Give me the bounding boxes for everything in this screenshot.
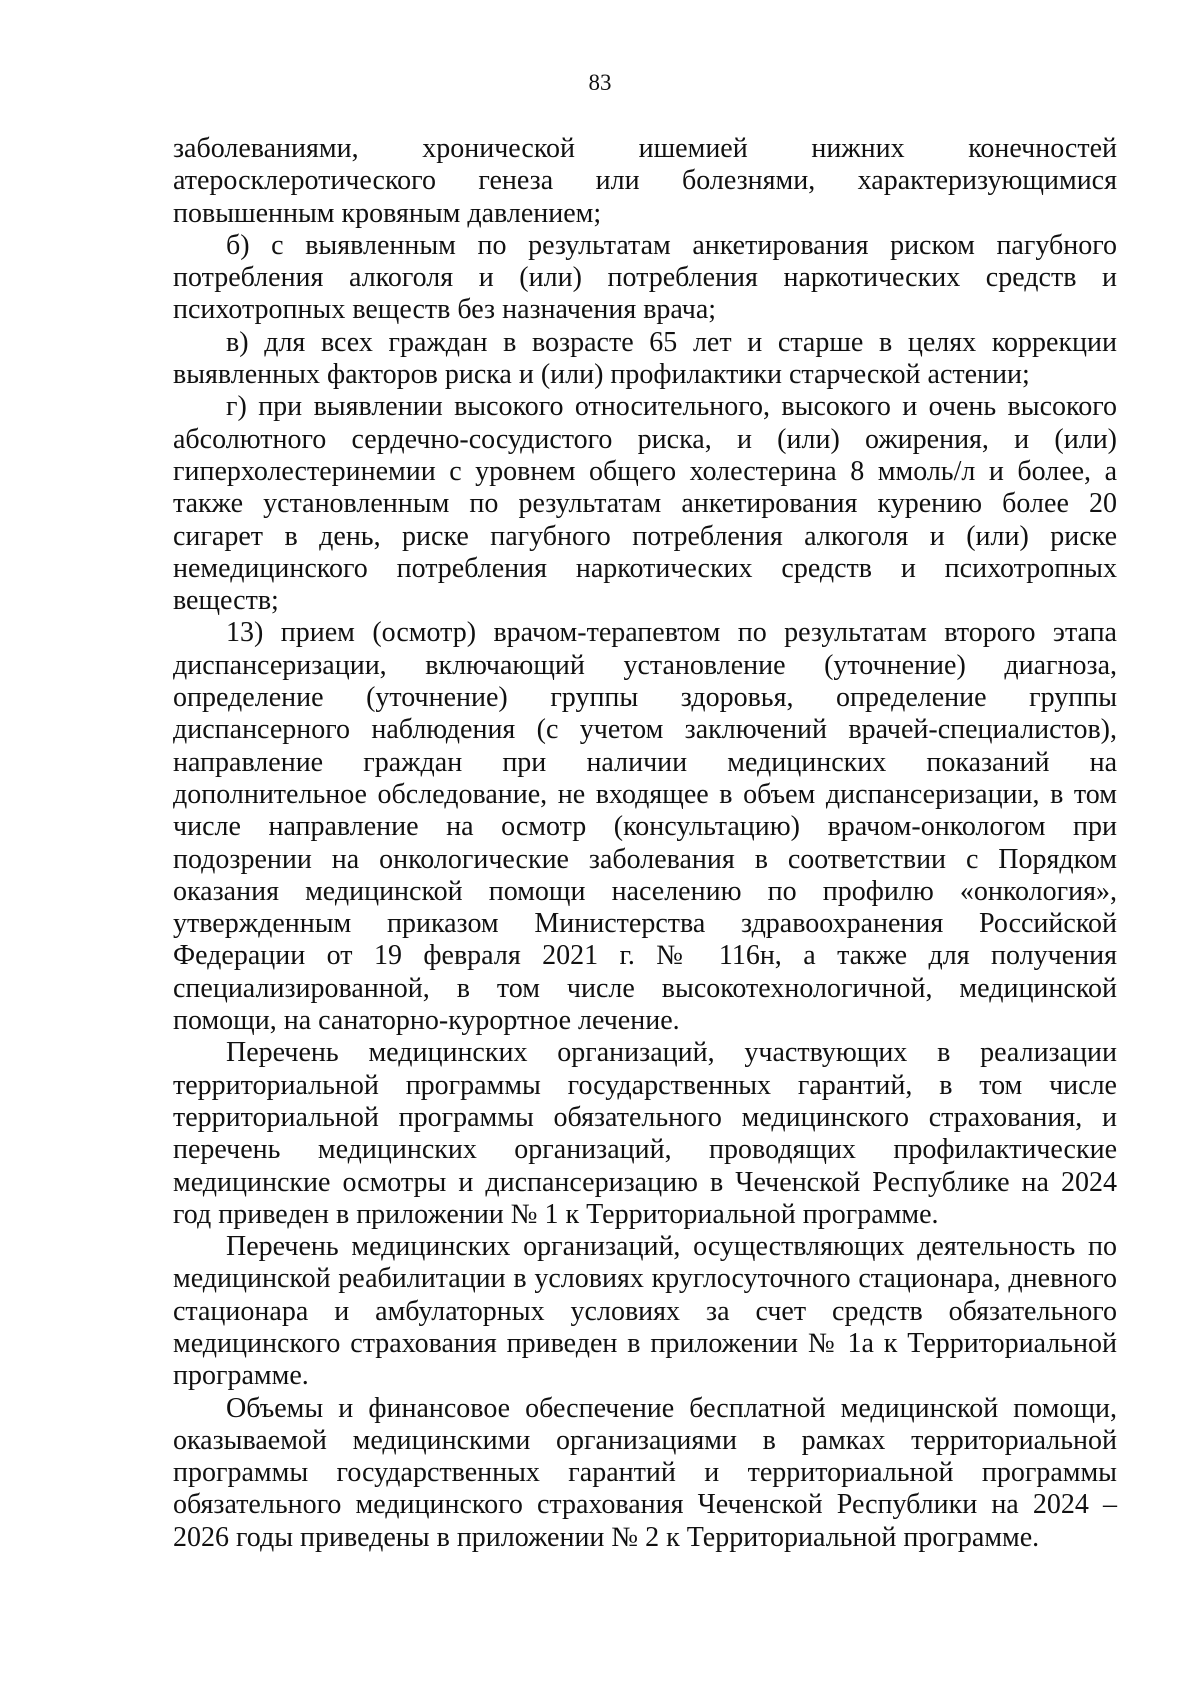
paragraph-financing: Объемы и финансовое обеспечение бесплатной медицинской помощи, оказываемой медицинскими организациями в рамках территориальной программы государственных гарантий и территориальной программы обязательного медицинского страхования Чеченской Республики на 2024 – 2026 годы приведены в приложении № 2 к Территориальной программе. xyxy=(173,1392,1117,1553)
paragraph-item-v: в) для всех граждан в возрасте 65 лет и старше в целях коррекции выявленных факторов риска и (или) профилактики старческой астении; xyxy=(173,326,1117,391)
paragraph-rehabilitation-list: Перечень медицинских организаций, осуществляющих деятельность по медицинской реабилитации в условиях круглосуточного стационара, дневного стационара и амбулаторных условиях за счет средств обязательного медицинского страхования приведен в приложении № 1а к Территориальной программе. xyxy=(173,1231,1117,1392)
paragraph-continuation: заболеваниями, хронической ишемией нижних конечностей атеросклеротического генеза или болезнями, характеризующимися повышенным кровяным давлением; xyxy=(173,133,1117,229)
paragraph-item-g: г) при выявлении высокого относительного, высокого и очень высокого абсолютного сердечно-сосудистого риска, и (или) ожирения, и (или) гиперхолестеринемии с уровнем общего холестерина 8 ммоль/л и более, а также установленным по результатам анкетирования курению более 20 сигарет в день, риске пагубного потребления алкоголя и (или) риске немедицинского потребления наркотических средств и психотропных веществ; xyxy=(173,391,1117,617)
page-number: 83 xyxy=(588,70,612,95)
paragraph-organizations-list: Перечень медицинских организаций, участвующих в реализации территориальной программы государственных гарантий, в том числе территориальной программы обязательного медицинского страхования, и перечень медицинских организаций, проводящих профилактические медицинские осмотры и диспансеризацию в Чеченской Республике на 2024 год приведен в приложении № 1 к Территориальной программе. xyxy=(173,1037,1117,1230)
paragraph-item-b: б) с выявленным по результатам анкетирования риском пагубного потребления алкоголя и (или) потребления наркотических средств и психотропных веществ без назначения врача; xyxy=(173,229,1117,326)
document-body xyxy=(173,133,1117,1554)
paragraph-item-13: 13) прием (осмотр) врачом-терапевтом по результатам второго этапа диспансеризации, включающий установление (уточнение) диагноза, определение (уточнение) группы здоровья, определение группы диспансерного наблюдения (с учетом заключений врачей-специалистов), направление граждан при наличии медицинских показаний на дополнительное обследование, не входящее в объем диспансеризации, в том числе направление на осмотр (консультацию) врачом-онкологом при подозрении на онкологические заболевания в соответствии с Порядком оказания медицинской помощи населению по профилю «онкология», утвержденным приказом Министерства здравоохранения Российской Федерации от 19 февраля 2021 г. № 116н, а также для получения специализированной, в том числе высокотехнологичной, медицинской помощи, на санаторно-курортное лечение. xyxy=(173,617,1117,1037)
